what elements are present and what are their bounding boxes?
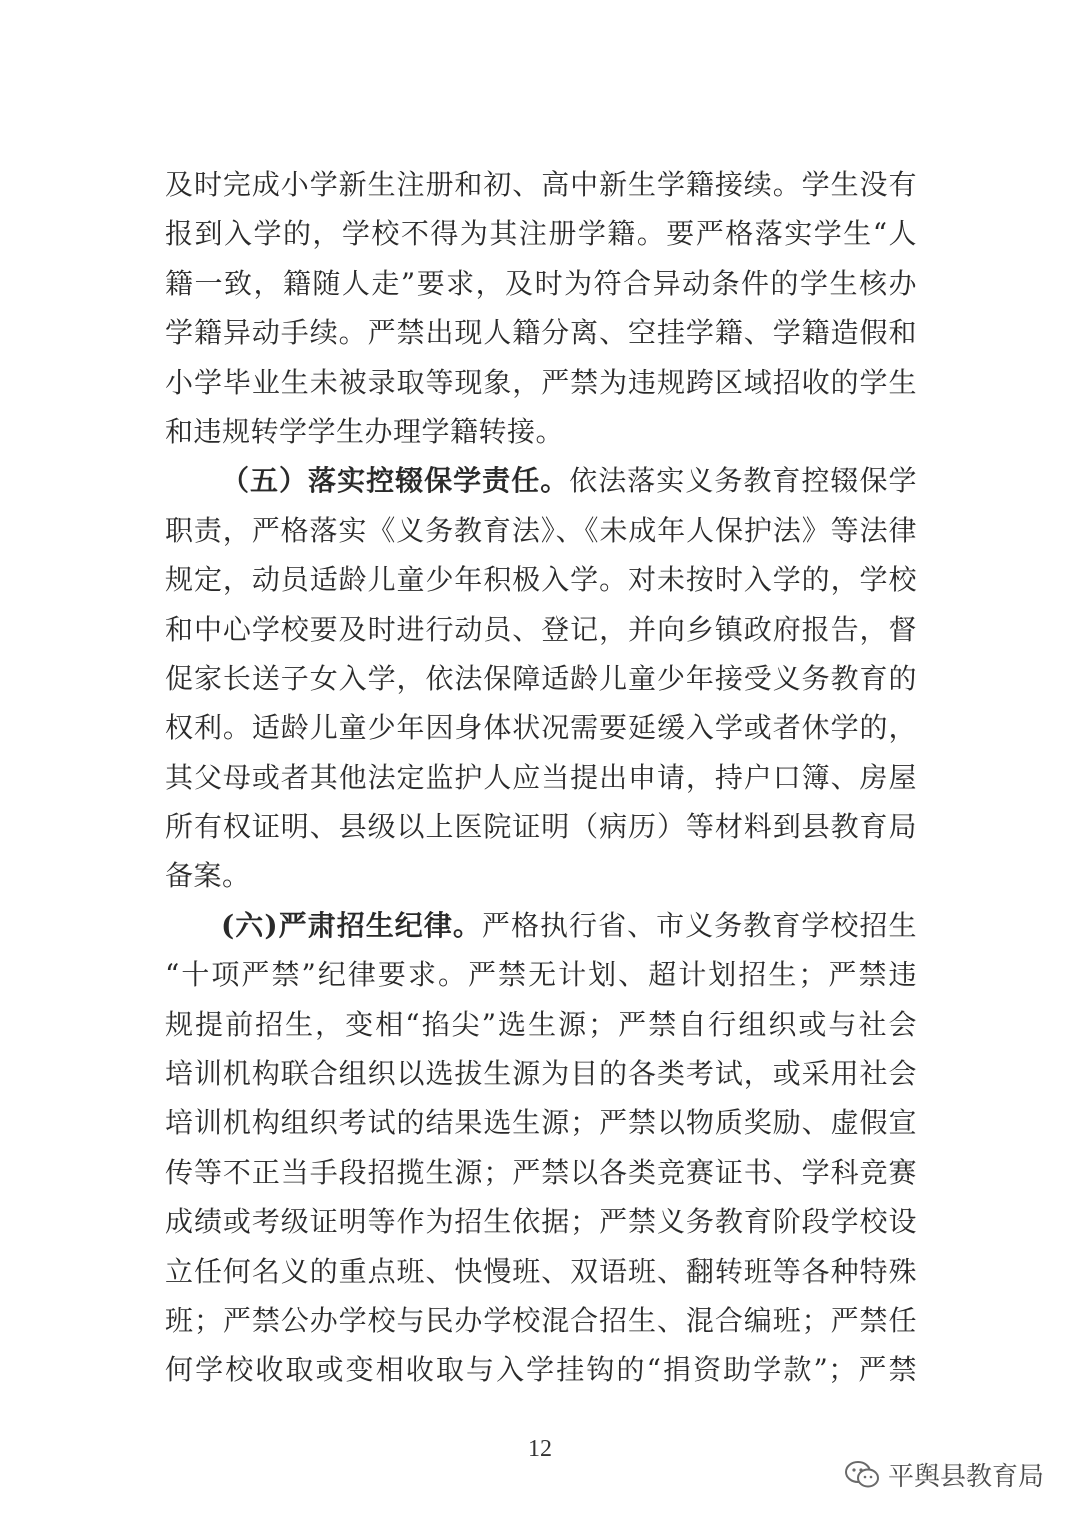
watermark-text: 平舆县教育局 bbox=[887, 1462, 1044, 1492]
section-heading-six: (六)严肃招生纪律。 bbox=[221, 908, 482, 942]
text-line: 培训机构联合组织以选拔生源为目的各类考试，或采用社会 bbox=[165, 1057, 917, 1091]
section-five-line bbox=[165, 456, 917, 505]
text-line: 立任何名义的重点班、快慢班、双语班、翻转班等各种特殊 bbox=[165, 1254, 917, 1288]
text-line: 和违规转学学生办理学籍转接。 bbox=[165, 414, 565, 448]
text-line: 班；严禁公办学校与民办学校混合招生、混合编班；严禁任 bbox=[165, 1303, 917, 1337]
section-six-line bbox=[165, 901, 917, 950]
text-line: 其父母或者其他法定监护人应当提出申请，持户口簿、房屋 bbox=[165, 760, 917, 794]
text-line: 规定，动员适龄儿童少年积极入学。对未按时入学的，学校 bbox=[165, 563, 917, 597]
document-body bbox=[165, 160, 917, 1395]
account-watermark bbox=[844, 1456, 1044, 1493]
text-line: 报到入学的，学校不得为其注册学籍。要严格落实学生“人 bbox=[165, 217, 917, 251]
text-line: 何学校收取或变相收取与入学挂钩的“捐资助学款”；严禁 bbox=[165, 1353, 917, 1387]
text-line: 权利。适龄儿童少年因身体状况需要延缓入学或者休学的， bbox=[165, 711, 917, 745]
text-line: 籍一致，籍随人走”要求，及时为符合异动条件的学生核办 bbox=[165, 266, 917, 300]
text-line: 和中心学校要及时进行动员、登记，并向乡镇政府报告，督 bbox=[165, 612, 917, 646]
text-line: 小学毕业生未被录取等现象，严禁为违规跨区域招收的学生 bbox=[165, 365, 917, 399]
text-line: 所有权证明、县级以上医院证明（病历）等材料到县教育局 bbox=[165, 810, 917, 844]
section-text: 依法落实义务教育控辍保学 bbox=[569, 464, 917, 498]
text-line: 职责，严格落实《义务教育法》、《未成年人保护法》等法律 bbox=[165, 513, 917, 547]
text-line: 学籍异动手续。严禁出现人籍分离、空挂学籍、学籍造假和 bbox=[165, 316, 917, 350]
text-line: 传等不正当手段招揽生源；严禁以各类竞赛证书、学科竞赛 bbox=[165, 1155, 917, 1189]
text-line: 规提前招生，变相“掐尖”选生源；严禁自行组织或与社会 bbox=[165, 1007, 917, 1041]
text-line: 备案。 bbox=[165, 859, 251, 893]
text-line: 促家长送子女入学，依法保障适龄儿童少年接受义务教育的 bbox=[165, 661, 917, 695]
text-line: 成绩或考级证明等作为招生依据；严禁义务教育阶段学校设 bbox=[165, 1205, 917, 1239]
text-line: 培训机构组织考试的结果选生源；严禁以物质奖励、虚假宣 bbox=[165, 1106, 917, 1140]
text-line: “十项严禁”纪律要求。严禁无计划、超计划招生；严禁违 bbox=[165, 958, 917, 992]
section-heading-five: （五）落实控辍保学责任。 bbox=[221, 464, 570, 498]
section-text: 严格执行省、市义务教育学校招生 bbox=[481, 908, 917, 942]
page-number: 12 bbox=[528, 1436, 552, 1462]
text-line: 及时完成小学新生注册和初、高中新生学籍接续。学生没有 bbox=[165, 168, 917, 201]
wechat-icon bbox=[844, 1460, 880, 1490]
